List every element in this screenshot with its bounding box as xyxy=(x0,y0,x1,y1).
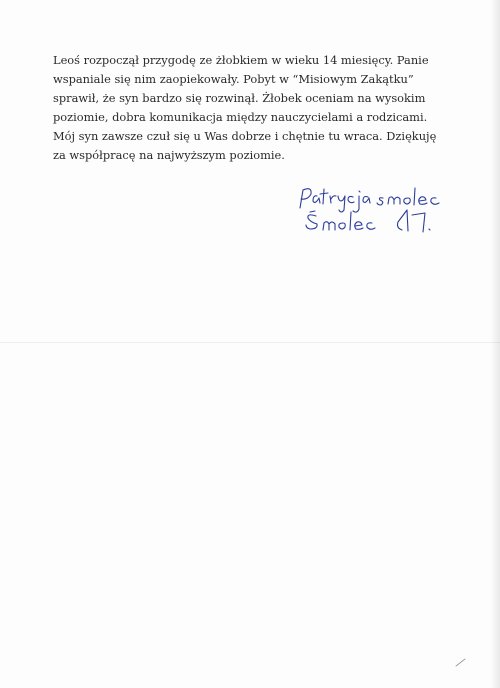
letter-body xyxy=(53,51,437,165)
letter-line: sprawił, że syn bardzo się rozwinął. Żłobek oceniam na wysokim xyxy=(53,91,426,105)
letter-line: wspaniale się nim zaopiekowały. Pobyt w “Misiowym Zakątku” xyxy=(53,72,414,86)
letter-line: za współpracę na najwyższym poziomie. xyxy=(53,148,285,162)
paper-edge xyxy=(490,0,500,688)
pencil-mark xyxy=(455,657,467,667)
letter-line: Mój syn zawsze czuł się u Was dobrze i chętnie tu wraca. Dziękuję xyxy=(53,129,437,143)
letter-line: poziomie, dobra komunikacja między nauczycielami a rodzicami. xyxy=(53,110,428,124)
letter-line: Leoś rozpoczął przygodę ze żłobkiem w wieku 14 miesięcy. Panie xyxy=(53,53,429,67)
signature-drawing xyxy=(290,178,450,248)
handwritten-signature xyxy=(290,178,450,248)
paper-fold xyxy=(0,342,500,343)
